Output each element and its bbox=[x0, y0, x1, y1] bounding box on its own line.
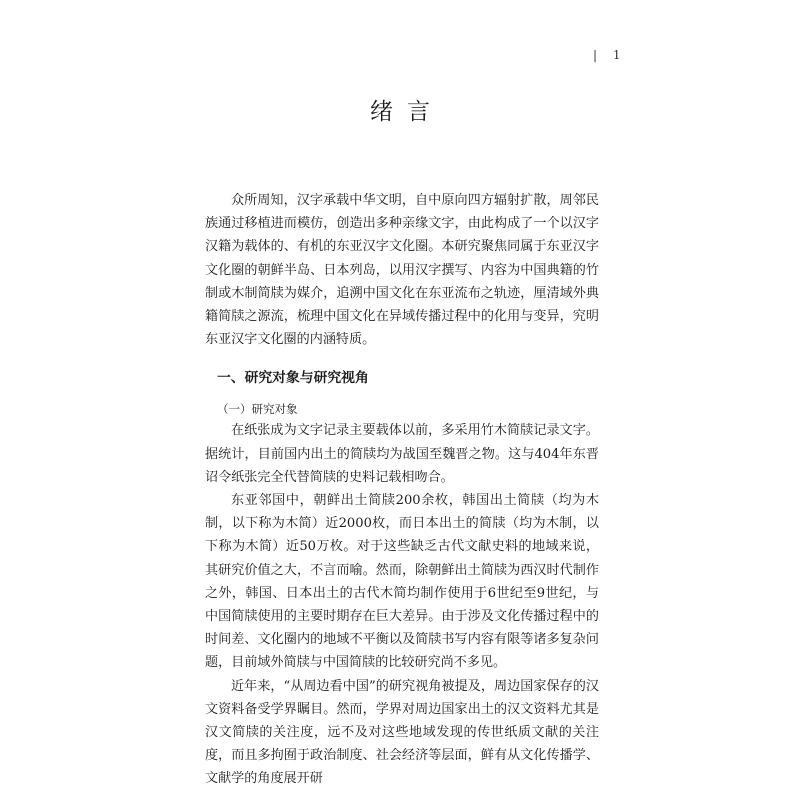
body-paragraph: 近年来，“从周边看中国”的研究视角被提及，周边国家保存的汉文资料备受学界瞩目。然而，学界对周边国家出土的汉文资料尤其是汉文简牍的关注度，远不及对这些地域发现的传世纸质文献的关注度，而且多拘囿于政治制度、社会经济等层面，鲜有从文化传播学、文献学的角度展开研 bbox=[205, 678, 599, 787]
body-paragraph: 在纸张成为文字记录主要载体以前，多采用竹木简牍记录文字。据统计，目前国内出土的简牍均为战国至魏晋之物。这与404年东晋诏令纸张完全代替简牍的史料记载相吻合。 bbox=[205, 423, 599, 485]
page-number bbox=[593, 48, 623, 62]
chapter-title: 绪言 bbox=[370, 99, 444, 125]
section-heading: 一、研究对象与研究视角 bbox=[217, 370, 369, 387]
subsection-heading: （一）研究对象 bbox=[217, 402, 298, 417]
body-paragraph: 东亚邻国中，朝鲜出土简牍200余枚，韩国出土简牍（均为木制，以下称为木简）近2000枚，而日本出土的简牍（均为木制，以下称为木简）近50万枚。对于这些缺乏古代文献史料的地域来说，其研究价值之大，不言而喻。然而，除朝鲜出土简牍为西汉时代制作之外，韩国、日本出土的古代木简均制作使用于6世纪至9世纪，与中国简牍使用的主要时期存在巨大差异。由于涉及文化传播过程中的时间差、文化圈内的地域不平衡以及简牍书写内容有限等诸多复杂问题，目前域外简牍与中国简牍的比较研究尚不多见。 bbox=[205, 493, 599, 671]
page-number-separator: | bbox=[593, 48, 600, 62]
page-number-value: 1 bbox=[612, 48, 623, 62]
intro-paragraph: 众所周知，汉字承载中华文明，自中原向四方辐射扩散，周邻民族通过移植进而模仿，创造出多种亲缘文字，由此构成了一个以汉字汉籍为载体的、有机的东亚汉字文化圈。本研究聚焦同属于东亚汉字文化圈的朝鲜半岛、日本列岛，以用汉字撰写、内容为中国典籍的竹制或木制简牍为媒介，追溯中国文化在东亚流布之轨迹，厘清域外典籍简牍之源流，梳理中国文化在异域传播过程中的化用与变异，究明东亚汉字文化圈的内涵特质。 bbox=[205, 193, 599, 348]
body-text bbox=[205, 189, 599, 791]
